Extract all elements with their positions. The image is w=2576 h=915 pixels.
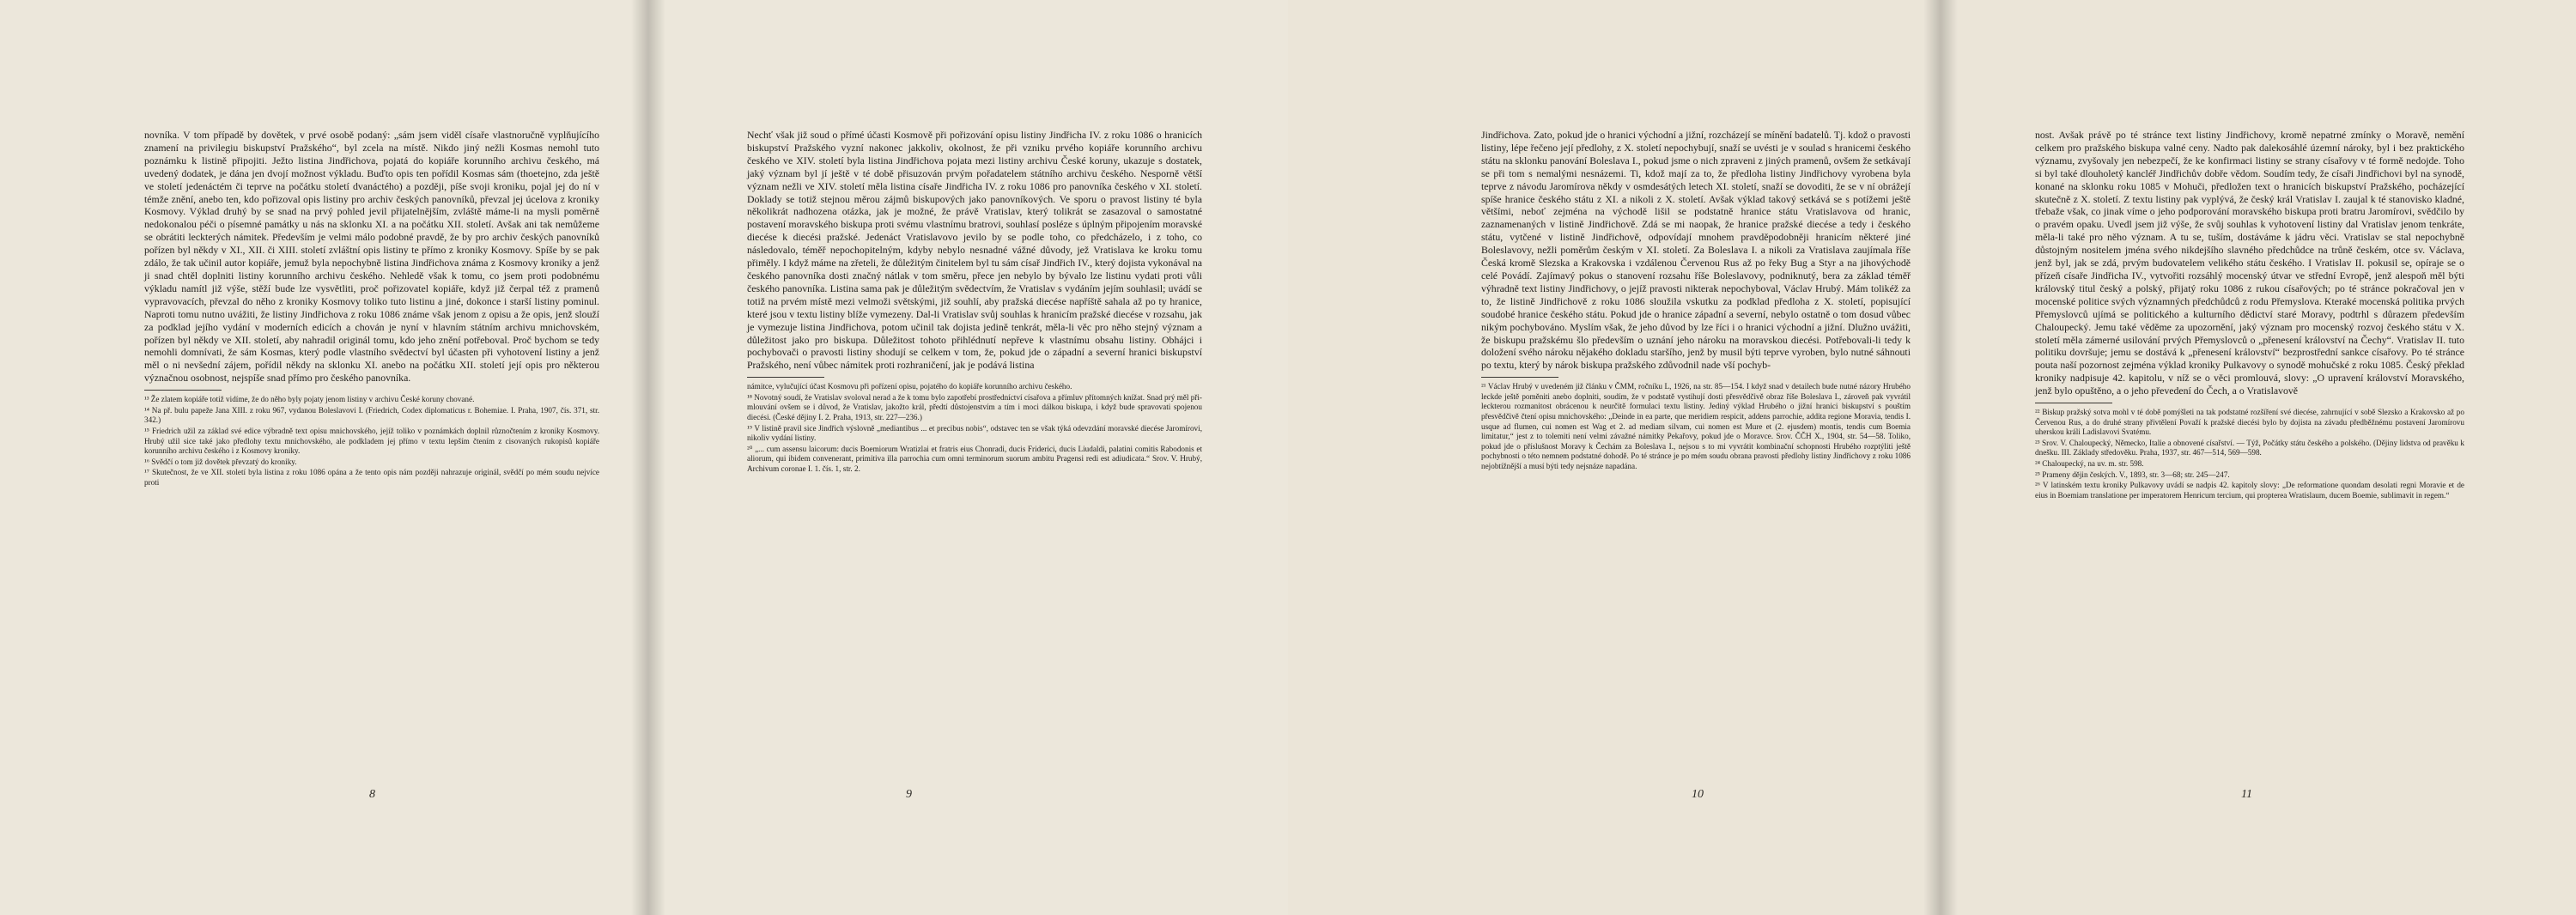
footnote: ¹⁹ V listině pravil sice Jindřich výslovně „mediantibus ... et precibus nobis“, odstavec ten se však týká odevzdání moravské diecése Jaromírovi, nikoliv vydání listiny. [747,423,1202,443]
footnote: ¹⁵ Friedrich užil za základ své edice výbradně text opisu mnichovského, jejíž toliko v poznámkách doplnil různočtením z kroniky Kosmovy. Hrubý užil sice také jako předlohy textu mnichovského, ale podkladem jej přímo v textu lepším čtením z cisovaných rukopisů kopiáře korunního archivu českého i z Kosmovy kroniky. [144,426,599,456]
page-number: 9 [906,788,912,801]
footnote: ²² Biskup pražský sotva mohl v té době pomýšleti na tak podstatné rozšíření své diecése, zahrnující v sobě Slezsko a Krakovsko až po Červenou Rus, a do druhé strany přivtělení Považí k pražské diecési bylo by dojista na závadu předběžnému postavení Jaromírovu uherskou králi Ladislavovi Svatému. [2035,408,2464,437]
footnote: ¹⁷ Skutečnost, že ve XII. století byla listina z roku 1086 opána a že tento opis nám později nahrazuje originál, svědčí po mém soudu nejvíce proti [144,468,599,487]
body-text: Nechť však již soud o přímé účasti Kosmově při pořizování opisu listiny Jindřicha IV. z roku 1086 o hranicích biskupství Pražského vyzní nakonec jakkoliv, okolnost, že při vzniku prvého kopiáře korunního archivu českého ve XIV. století byla listina Jindřichova pojata mezi listiny archivu České koruny, ukazuje s dostatek, jaký význam byl jí ještě v té době přisuzován prvým pořadatelem státního archivu českého. Nesporně větší význam nežli ve XIV. století měla listina císaře Jindřicha IV. z roku 1086 pro panovníka českého v XI. století. Doklady se totiž stejnou měrou zájmů biskupových jako panovníkových. Ve sporu o pravost listiny té byla několikrát nadhozena otázka, jak je možné, že právě Vratislav, který tolikrát se zasazoval o samostatné postavení moravského biskupa proti svému vlastnímu bratrovi, souhlasí posléze s úplným připojením moravské diecése k diecési pražské. Jedenáct Vratislavovo jevilo by se podle toho, co předcházelo, i z toho, co následovalo, téměř nepochopitelným, kdyby nebylo nesnadné vážné důvody, jež Vratislava ke kroku tomu přiměly. I když máme na zřeteli, že důležitým činitelem byl tu sám císař Jindřich IV., který dojista vykonával na českého panovníka dosti značný nátlak v tom směru, přece jen nebylo by bývalo lze listinu vydati proti vůli českého panovníka. Listina sama pak je důležitým svědectvím, že Vratislav s vydáním jejím souhlasil; uvádí se totiž na prvém místě mezi velmoži světskými, již souhlí, aby pražská diecése napříště sahala až po ty hranice, které jsou v textu listiny blíže vymezeny. Dal-li Vratislav svůj souhlas k hranicím pražské diecése v rozsahu, jak je vymezuje listina Jindřichova, potom učinil tak dojista jedině tenkrát, měla-li věc pro něho stejný význam a důležitost jako pro biskupa. Důležitost tohoto přihlédnutí nepřeve k vlastnímu obsahu listiny. Obhájci i pochybovači o pravosti listiny shodují se celkem v tom, že, pokud jde o západní a severní hranici biskupství Pražského, není vůbec námitek proti rozhraničení, jak je podává listina [747,129,1202,372]
footnote-rule [1481,377,1558,378]
page-number: 8 [369,788,375,801]
page-text-block [144,129,599,488]
footnote: ²⁰ „... cum assensu laicorum: ducis Boemiorum Wratizlai et fratris eius Chonradi, ducis Friderici, ducis Liudaldi, palatini comitis Rabodonis et aliorum, qui ibidem convenerant, primitiva illa parrochia cum omni terminorum suorum ambitu Pragensi redi est adiudicata.“ Srov. V. Hrubý, Archivum coronae I. 1. čís. 1, str. 2. [747,444,1202,473]
footnote-rule [747,377,824,378]
body-text: Jindřichova. Zato, pokud jde o hranici východní a jižní, rozcházejí se mínění badatelů. Tj. kdož o pravosti listiny, lépe řečeno její předlohy, z X. století nepochybují, snaží se uvésti je v soulad s hranicemi českého státu na sklonku panování Boleslava I., pokud jsme o nich zpraveni z jiných pramenů, ovšem že setkávají se při tom s nemalými nesnázemi. Ti, kdož mají za to, že předloha listiny Jindřichovy vyrobena byla teprve z návodu Jaromírova někdy v osmdesátých letech XI. století, snaží se dovoditi, že se v ní obrážejí spíše hranice českého státu z XI. a nikoli z X. století. Avšak výklad takový setkává se s potížemi ještě většími, neboť zejména na východě lišil se podstatně hranice státu Vratislavova od hranic, zaznamenaných v listině Jindřichově. Zdá se mi naopak, že hranice pražské diecése a tedy i českého státu, vytčené v listině Jindřichově, odpovídají mnohem pravděpodobněji hranicím některé jiné Boleslavovy, nežli poměrům českým v XI. století. Za Boleslava I. a nikoli za Vratislava zaujímala říše Česká kromě Slezska a Krakovska i vzdálenou Červenou Rus až po řeky Bug a Styr a na jihovýchodě celé Povádí. Zajímavý pokus o stanovení rozsahu říše Boleslavovy, podniknutý, bera za základ téměř výhradně text listiny Jindřichovy, o jejíž pravosti nikterak nepochyboval, Václav Hrubý. Mám tolikéž za to, že listině Jindřichově z roku 1086 sloužila vskutku za podklad předloha z X. století, popisující soudobé hranice českého státu. Pokud jde o hranice západní a severní, nebylo ostatně o tom dosud vůbec nikým pochybováno. Myslím však, že jeho důvod by lze říci i o hranici východní a jižní. Dlužno uvážiti, že biskupu pražskému šlo především o uznání jeho nároku na moravskou diecési. Potřebovali-li tedy k doložení svého nároku nějakého dokladu staršího, jenž by musil býti teprve vyroben, bylo nutné sáhnouti po textu, který by nárok biskupa pražského zdůvodnil nade vší pochyb- [1481,129,1911,372]
page-9 [648,0,1288,915]
footnotes [144,395,599,488]
footnote: ²⁶ V latinském textu kroniky Pulkavovy uvádí se nadpis 42. kapitoly slovy: „De reformatione quondam desolati regni Moravie et de eius in Boemiam translatione per imperatorem Henricum tercium, qui propterea Wratislaum, ducem Boemie, sublimavit in regem.“ [2035,481,2464,500]
page-11 [1941,0,2576,915]
body-text: novníka. V tom případě by dovětek, v prvé osobě podaný: „sám jsem viděl císaře vlastnoručně vyplňujícího znamení na privilegiu biskupství Pražského“, byl zcela na místě. Nikdo jiný nežli Kosmas nemohl tuto poznámku k listině připojiti. Ježto listina Jindřichova, pojatá do kopiáře korunního archivu českého, má uvedený dodatek, je dána jen dvojí možnost výkladu. Buďto opis ten pořídil Kosmas sám (thoetejno, zda ještě ve století jedenáctém či teprve na počátku století dvanáctého) a později, píše svoji kroniku, pojal jej do ní v témže znění, anebo ten, kdo pořizoval opis listiny pro archiv českých panovníků, převzal jej úcelova z kroniky Kosmovy. Výklad druhý by se snad na prvý pohled jevil přijatelnějším, zvláště máme-li na mysli poměrně nedokonalou péči o písemné památky u nás na sklonku XI. a na počátku XII. století. Avšak ani tak nemůžeme se obrátiti leckterých námitek. Především je velmi málo podobné pravdě, že by pro archiv českých panovníků pořízen byl někdy v XI., XII. či XIII. století zvláštní opis listiny te přímo z kroniky Kosmovy. Spíše by se pak zdálo, že tak učinil autor kopiáře, jemuž byla nepochybně listina Jindřichova známa z Kosmovy kroniky a jenž ji snad chtěl doplniti listiny korunního archivu českého. Nehledě však k tomu, co jsem proti podobnému výkladu namítl již výše, stěží bude lze vysvětliti, proč pořizovatel kopiáře, když již čerpal též z pramenů vypravovacích, převzal do něho z kroniky Kosmovy toliko tuto listinu a jiné, dokonce i starší listiny pominul. Naproti tomu nutno uvážiti, že listiny Jindřichova z roku 1086 známe však jenom z opisu a že opis, jenž slouží za podklad jejího vydání v moderních edicích a chován je nyní v hlavním státním archivu mnichovském, pořízen byl někdy ve XII. století, aby nahradil originál tomu, kdo jeho znění potřeboval. Proč bychom se tedy nemohli domnívati, že sám Kosmas, který podle vlastního svědectví byl účasten při vyhotovení listiny a jenž měl o ni nevšední zájem, pořídil někdy na sklonku XI. anebo na počátku XII. století její opis pro některou význačnou osobnost, nejspíše snad přímo pro českého panovníka. [144,129,599,385]
page-text-block [747,129,1202,476]
footnote: ¹⁸ Novotný soudí, že Vratislav svoloval nerad a že k tomu bylo zapotřebí prostředníctví císařova a přímluv přítomných knížat. Snad prý měl při-mlouvání ovšem se i důvod, že Vratislav, jakožto král, předtí důstojenstvím a tím i moci dálkou biskupa, i když bude spravovati spojenou diecési. (České dějiny I. 2. Praha, 1913, str. 227—236.) [747,392,1202,421]
body-text: nost. Avšak právě po té stránce text listiny Jindřichovy, kromě nepatrné zmínky o Moravě, nemění celkem pro pražského biskupa valné ceny. Nadto pak dalekosáhlé územní nároky, byl i bez praktického významu, zvyšovaly jen nebezpečí, že ke konfirmaci listiny se strany císařovy v té formě nedojde. Toho si byl také dlouholetý kancléř Jindřichův dobře vědom. Soudím tedy, že císaři Jindřichovi byl na synodě, konané na sklonku roku 1085 v Mohuči, předložen text o hranicích biskupství Pražského, pocházející skutečně z X. století. Z textu listiny pak vyplývá, že český král Vratislav I. zaujal k té stanovisko kladné, třebaže však, co jinak víme o jeho podporování moravského biskupa proti bratru Jaromírovi, svědčilo by o pravém opaku. Uvedl jsem již výše, že svůj souhlas k vyhotovení listiny dal Vratislav jenom tenkráte, měla-li také pro něho význam. A tu se, tuším, dostáváme k jádru věci. Vratislav se stal nepochybně důstojným nositelem jména svého nikdejšího slavného předchůdce na trůně českém, otce sv. Václava, jenž byl, jak se zdá, prvým budovatelem velikého státu českého. I Vratislav II. pokusil se, opíraje se o přízeň císaře Jindřicha IV., vytvořiti rozsáhlý mocenský útvar ve střední Evropě, jenž alespoň měl býti královský titul český a polský, přijatý roku 1086 z rukou císařových; po té stránce pokračoval jen v mocenské politice svých významných předchůdců z rodu Přemyslova. Kteraké mocenská politika prvých Přemyslovců ujímá se politického a kulturního dědictví staré Moravy, podtrhl s důrazem především Chaloupecký. Jemu také věděme za upozornění, jaký význam pro mocenský rozvoj českého státu v X. století měla zámerné usilování prvých Přemyslovců o „přenesení království na Čechy“. Vratislav II. tuto politiku dovršuje; jemu se dostává k „přenesení království“ bezprostřední sankce císařovy. Po té stránce pouta naší pozornost zejména výklad kroniky Pulkavovy o synodě mohučské z roku 1085. Český překlad kroniky nadpisuje 42. kapitolu, v níž se o věci promlouvá, slovy: „O upravení království Moravského, jenž bylo opuštěno, a o jeho převedení do Čech, a o Vratislavově [2035,129,2464,397]
footnote-rule [144,390,222,391]
footnotes [2035,408,2464,500]
footnote: ¹³ Že zlatem kopiáře totiž vidíme, že do něho byly pojaty jenom listiny v archivu České koruny chované. [144,395,475,404]
footnote: ²¹ Václav Hrubý v uvedeném již článku v ČMM, ročníku L, 1926, na str. 85—154. I když snad v detailech bude nutné názory Hrubého leckde ještě poměniti anebo doplniti, soudím, že v podstatě vystihují dosti přesvědčivě obraz říše Boleslava I., zároveň pak vyvrátil leckterou rozmanitost obrácenou k neurčitě formulaci textu listiny. Jediný výklad Hrubého o jižní hranici biskupství s pouštím přesvědčivě čtení opisu mnichovského: „Deinde in ea parte, que meridiem respicit, addens parrochie, addita regione Moravia, tendis I. usque ad flumen, cui nomen est Wag et 2. ad mediam silvam, cui nomen est Mure et (2. ejusdem) montis, tendis cum Boemia limitatur,“ jest z to tolemiti není velmi závažné námitky Pekařovy, pokud jde o Moravce. Srov. ČČH X., 1904, str. 54—58. Toliko, pokud jde o příslušnost Moravy k Čechám za Boleslava I., nejsou s to mi vyvrátit kombinační schopnosti Hrubého rozptýliti ještě pochybnosti o této nemnem podstatné dohodě. Po té stránce je po mém soudu obrana pravosti předlohy listiny Jindřichovy z roku 1086 nejobtížnější a musí býti tedy nejsnáze napadána. [1481,382,1911,470]
footnotes [1481,382,1911,471]
footnotes [747,382,1202,474]
page-text-block [2035,129,2464,501]
footnote: ²⁴ Chaloupecký, na uv. m. str. 598. [2035,459,2144,468]
right-book-spread [1288,0,2576,915]
page-8 [0,0,648,915]
page-10 [1288,0,1941,915]
footnote: ²⁵ Prameny dějin českých. V., 1893, str. 3—68; str. 245—247. [2035,470,2230,479]
footnote: ²³ Srov. V. Chaloupecký, Německo, Italie a obnovené císařství. — Týž, Počátky státu českého a polského. (Dějiny lidstva od pravěku k dnešku. III. Základy středověku. Praha, 1937, str. 467—514, 569—598. [2035,438,2464,458]
footnote: námitce, vylučující účast Kosmovu při pořízení opisu, pojatého do kopiáře korunního archivu českého. [747,382,1072,391]
page-text-block [1481,129,1911,473]
page-number: 10 [1692,788,1704,801]
page-number: 11 [2241,788,2252,801]
footnote: ¹⁶ Svědčí o tom již dovětek převzatý do kroniky. [144,457,297,466]
footnote: ¹⁴ Na př. bulu papeže Jana XIII. z roku 967, vydanou Boleslavovi I. (Friedrich, Codex diplomaticus r. Bohemiae. I. Praha, 1907, čís. 371, str. 342.) [144,405,599,425]
